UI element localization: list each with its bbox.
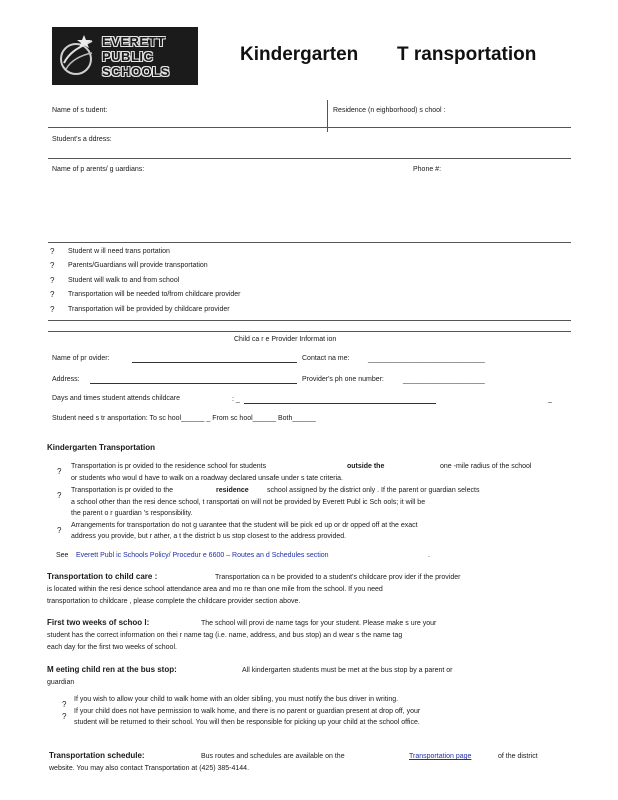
meeting-line1: All kindergarten students must be met at the bus stop by a parent or: [242, 667, 453, 674]
bullet-icon: ?: [62, 700, 67, 709]
see-label: See: [56, 552, 69, 559]
first-weeks-line3: each day for the first two weeks of school.: [47, 644, 177, 651]
bullet2-text-c: school assigned by the district only . If the parent or guardian selects: [267, 487, 480, 494]
option-label: Student will walk to and from school: [68, 277, 180, 284]
bullet-icon: ?: [57, 491, 62, 500]
childcare-transport-line3: transportation to childcare , please complete the childcare provider section above.: [47, 598, 301, 605]
title-kindergarten: Kindergarten: [240, 44, 359, 65]
schedule-line1-a: Bus routes and schedules are available on the: [201, 753, 345, 760]
days-times-end: _: [548, 396, 552, 403]
phone-label: Phone #:: [413, 166, 442, 173]
option-label: Parents/Guardians will provide transportation: [68, 262, 208, 269]
provider-name-label: Name of pr ovider:: [52, 355, 110, 362]
meeting-heading: M eeting child ren at the bus stop:: [47, 665, 177, 674]
parents-label: Name of p arents/ g uardians:: [52, 166, 145, 173]
bullet-icon: ?: [62, 712, 67, 721]
star-swoosh-icon: [58, 33, 94, 79]
divider-line: [48, 127, 571, 128]
checkbox-icon[interactable]: ?: [50, 276, 55, 285]
bullet2-line2: a school other than the resi dence school, t ransportati on will not be provided by Everett Publ ic Sch ools; it will be: [71, 499, 426, 506]
bullet2-text-a: Transportation is pr ovided to the: [71, 487, 174, 494]
student-address-label: Student's a ddress:: [52, 136, 112, 143]
title-transportation: T ransportation: [397, 44, 537, 65]
provider-name-field[interactable]: [132, 362, 297, 363]
childcare-heading: Child ca r e Provider Informat ion: [234, 336, 337, 343]
transport-need-line[interactable]: Student need s tr ansportation: To sc hool______ _ From sc hool______ Both______: [52, 415, 316, 422]
first-weeks-line2: student has the correct information on thei r name tag (i.e. name, address, and bus stop) an d wear s the name tag: [47, 632, 403, 639]
bullet3-line2: address you provide, but r ather, a t the district b us stop closest to the address provided.: [71, 533, 347, 540]
option-label: Transportation will be needed to/from childcare provider: [68, 291, 241, 298]
kinder-section-heading: Kindergarten Transportation: [47, 443, 156, 452]
option-label: Transportation will be provided by childcare provider: [68, 306, 230, 313]
bullet1-text-c: one -mile radius of the school: [440, 463, 532, 470]
first-weeks-line1: The school will provi de name tags for your student. Please make s ure your: [201, 620, 437, 627]
provider-phone-field[interactable]: _____________________: [403, 377, 485, 384]
divider-line: [48, 331, 571, 332]
days-times-label: Days and times student attends childcare: [52, 395, 181, 402]
bullet1-text-a: Transportation is pr ovided to the residence school for students: [71, 463, 267, 470]
divider-line: [48, 320, 571, 321]
meeting-bullet1: If you wish to allow your child to walk home with an older sibling, you must notify the bus driver in writing.: [74, 696, 399, 703]
childcare-transport-line2: is located within the resi dence school attendance area and mo re than one mile from the school. If you need: [47, 586, 383, 593]
bullet-icon: ?: [57, 467, 62, 476]
bullet1-line2: or students who woul d have to walk on a roadway declared unsafe under s tate criteria.: [71, 475, 343, 482]
bullet3-line1: Arrangements for transportation do not g uarantee that the student will be pick ed up or dr opped off at the exact: [71, 522, 418, 529]
student-name-label: Name of s tudent:: [52, 107, 108, 114]
checkbox-icon[interactable]: ?: [50, 247, 55, 256]
logo-text-public: PUBLIC: [102, 49, 154, 64]
childcare-transport-heading: Transportation to child care :: [47, 572, 158, 581]
contact-name-field[interactable]: ______________________________: [368, 356, 485, 363]
divider-line: [48, 158, 571, 159]
days-times-field[interactable]: [244, 403, 436, 404]
checkbox-icon[interactable]: ?: [50, 290, 55, 299]
meeting-line2: guardian: [47, 679, 75, 686]
checkbox-icon[interactable]: ?: [50, 261, 55, 270]
logo-text-everett: EVERETT: [102, 34, 166, 49]
residence-school-label: Residence (n eighborhood) s chool :: [333, 107, 446, 114]
schedule-line2: website. You may also contact Transportation at (425) 385-4144.: [49, 765, 250, 772]
bullet2-line3: the parent o r guardian 's responsibility.: [71, 510, 193, 517]
logo-text-schools: SCHOOLS: [102, 64, 170, 79]
meeting-bullet2: If your child does not have permission to walk home, and there is no parent or guardian present at drop off, your: [74, 708, 421, 715]
schedule-line1-b: of the district: [498, 753, 538, 760]
district-logo: [52, 27, 198, 85]
checkbox-icon[interactable]: ?: [50, 305, 55, 314]
divider-line: [48, 242, 571, 243]
childcare-transport-line1: Transportation ca n be provided to a student's childcare prov ider if the provider: [215, 574, 461, 581]
provider-phone-label: Provider's ph one number:: [302, 376, 384, 383]
policy-link[interactable]: Everett Publ ic Schools Policy/ Procedur e 6600 – Routes an d Schedules section: [76, 552, 329, 559]
schedule-heading: Transportation schedule:: [49, 751, 145, 760]
option-label: Student w ill need trans portation: [68, 248, 170, 255]
meeting-bullet2-line2: student will be returned to their school. You will then be responsible for picking up your child at the school office.: [74, 719, 420, 726]
bullet2-text-b: residence: [216, 487, 249, 494]
bullet1-text-b: outside the: [347, 463, 385, 470]
contact-name-label: Contact na me:: [302, 355, 350, 362]
provider-address-field[interactable]: [90, 383, 297, 384]
see-end: .: [428, 552, 430, 559]
provider-address-label: Address:: [52, 376, 80, 383]
transportation-page-link[interactable]: Transportation page: [409, 753, 472, 760]
days-times-colon: : _: [232, 396, 240, 403]
bullet-icon: ?: [57, 526, 62, 535]
first-weeks-heading: First two weeks of schoo l:: [47, 618, 150, 627]
